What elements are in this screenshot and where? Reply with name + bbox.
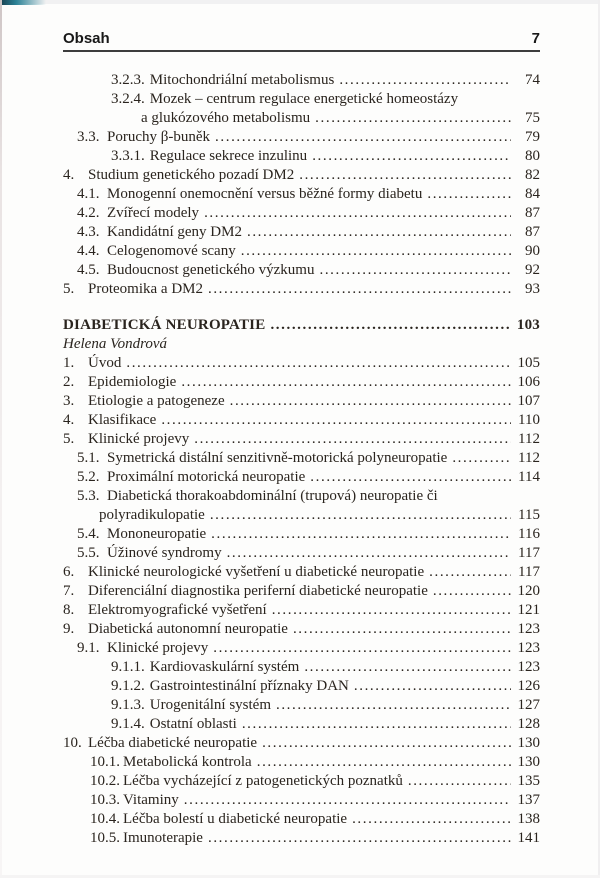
toc-dot-leader (241, 242, 511, 261)
toc-entry (63, 791, 540, 810)
toc-dot-leader (262, 734, 511, 753)
toc-entry-page: 107 (517, 393, 540, 409)
running-title: Obsah (63, 30, 110, 47)
toc-entry-title: Gastrointestinální příznaky DAN (149, 678, 349, 694)
toc-entry-title: Zvířecí modely (107, 205, 200, 221)
toc-entry (63, 658, 540, 677)
page-number: 7 (531, 30, 540, 47)
toc-entry-title: Léčba bolestí u diabetické neuropatie (123, 811, 348, 827)
toc-entry-title: Monogenní onemocnění versus běžné formy diabetu (107, 186, 423, 202)
toc-entry-page: 137 (517, 792, 540, 808)
toc-entry-number: 3.3. (77, 129, 100, 145)
toc-entry-page: 117 (518, 545, 540, 561)
toc-entry-page: 90 (525, 243, 540, 259)
toc-dot-leader (210, 506, 511, 525)
toc-dot-leader (247, 223, 511, 242)
toc-entry-page: 115 (518, 507, 540, 523)
toc-entry (63, 204, 540, 223)
toc-dot-leader (427, 185, 511, 204)
toc-dot-leader (227, 544, 511, 563)
toc-entry-title: Úvod (88, 355, 122, 371)
scan-edge-top (0, 0, 600, 4)
toc-entry-number: 1. (63, 355, 75, 371)
toc-entry-number: 3.2.4. (111, 91, 145, 107)
toc-entry-page: 87 (525, 224, 540, 240)
toc-entry (63, 829, 540, 848)
page-header (63, 30, 540, 52)
toc-entry-number: 9. (63, 621, 75, 637)
toc-entry-number: 5.5. (77, 545, 100, 561)
toc-entry (63, 715, 540, 734)
toc-entry (63, 487, 540, 506)
toc-entry-title: Metabolická kontrola (123, 754, 252, 770)
toc-entry-title: Mononeuropatie (107, 526, 207, 542)
toc-entry-number: 4. (63, 412, 75, 428)
toc-entry-title: Helena Vondrová (63, 336, 168, 352)
toc-dot-leader (181, 373, 511, 392)
toc-entry-title: Epidemiologie (88, 374, 177, 390)
toc-entry (63, 544, 540, 563)
toc-entry-number: 9.1.1. (111, 659, 145, 675)
toc-entry-title: Diabetická thorakoabdominální (trupová) neuropatie či (107, 488, 438, 504)
toc-entry (63, 71, 540, 90)
toc-dot-leader (408, 772, 511, 791)
toc-entry-title: Klinické projevy (88, 431, 190, 447)
toc-entry-title: Celogenomové scany (107, 243, 236, 259)
toc-entry (63, 601, 540, 620)
toc-entry-title: Léčba vycházející z patogenetických poznatků (123, 773, 403, 789)
toc-entry-page: 93 (525, 281, 540, 297)
toc-entry-title: Úžinové syndromy (107, 545, 222, 561)
toc-entry-page: 74 (525, 72, 540, 88)
toc-dot-leader (354, 677, 511, 696)
toc-entry-page: 75 (525, 110, 540, 126)
toc-entry-number: 4.4. (77, 243, 100, 259)
toc-dot-leader (304, 658, 511, 677)
toc-entry (63, 354, 540, 373)
toc-entry-page: 103 (516, 317, 540, 333)
toc-entry-number: 7. (63, 583, 75, 599)
toc-dot-leader (315, 109, 511, 128)
toc-entry (63, 242, 540, 261)
toc-entry-title: a glukózového metabolismu (141, 110, 311, 126)
toc-entry-title: Urogenitální systém (149, 697, 271, 713)
toc-entry (63, 280, 540, 299)
toc-entry-number: 4. (63, 167, 75, 183)
toc-entry-page: 128 (517, 716, 540, 732)
toc-dot-leader (257, 753, 511, 772)
toc-entry-page: 79 (525, 129, 540, 145)
toc-dot-leader (204, 204, 511, 223)
toc-entry-page: 127 (517, 697, 540, 713)
toc-dot-leader (293, 620, 511, 639)
toc-dot-leader (429, 563, 511, 582)
scan-edge-left (0, 0, 2, 878)
toc-entry-title: Mitochondriální metabolismus (149, 72, 335, 88)
toc-entry-page: 105 (517, 355, 540, 371)
toc-chapter-heading (63, 316, 540, 335)
toc-entry-page: 87 (525, 205, 540, 221)
toc-dot-leader (272, 601, 511, 620)
toc-entry (63, 563, 540, 582)
toc-dot-leader (194, 430, 511, 449)
toc-dot-leader (299, 166, 511, 185)
toc-entry-title: Klinické neurologické vyšetření u diabetické neuropatie (88, 564, 425, 580)
toc-dot-leader (208, 280, 511, 299)
toc-entry (63, 90, 540, 109)
toc-entry (63, 810, 540, 829)
scan-corner-mark (0, 0, 46, 5)
table-of-contents (63, 71, 540, 848)
toc-entry-title: Elektromyografické vyšetření (88, 602, 267, 618)
toc-entry (63, 677, 540, 696)
toc-entry-title: DIABETICKÁ NEUROPATIE (63, 317, 266, 333)
toc-entry (63, 639, 540, 658)
toc-entry-page: 141 (517, 830, 540, 846)
toc-entry-page: 110 (518, 412, 540, 428)
toc-entry (63, 411, 540, 430)
toc-entry-page: 135 (517, 773, 540, 789)
toc-entry-page: 123 (517, 621, 540, 637)
toc-entry-number: 5.2. (77, 469, 100, 485)
toc-dot-leader (270, 316, 511, 335)
toc-entry-title: Ostatní oblasti (149, 716, 237, 732)
toc-entry-title: Poruchy β-buněk (107, 129, 211, 145)
toc-entry-number: 6. (63, 564, 75, 580)
text-block (63, 30, 540, 848)
toc-entry-title: Klinické projevy (107, 640, 209, 656)
toc-entry-title: Studium genetického pozadí DM2 (88, 167, 295, 183)
toc-entry-page: 130 (517, 754, 540, 770)
toc-entry-number: 9.1.4. (111, 716, 145, 732)
toc-entry-number: 2. (63, 374, 75, 390)
toc-entry-title: Diabetická autonomní neuropatie (88, 621, 288, 637)
toc-entry-number: 10.4. (90, 811, 120, 827)
toc-entry-number: 5. (63, 431, 75, 447)
toc-entry (63, 128, 540, 147)
toc-entry-page: 80 (525, 148, 540, 164)
toc-entry (63, 468, 540, 487)
toc-dot-leader (433, 582, 511, 601)
toc-entry-number: 4.3. (77, 224, 100, 240)
toc-entry-number: 5.4. (77, 526, 100, 542)
toc-entry-number: 4.5. (77, 262, 100, 278)
toc-entry-page: 120 (517, 583, 540, 599)
toc-entry-number: 10.1. (90, 754, 120, 770)
toc-entry (63, 753, 540, 772)
toc-entry-number: 4.2. (77, 205, 100, 221)
toc-entry-number: 10.2. (90, 773, 120, 789)
toc-entry-title: Kardiovaskulární systém (149, 659, 300, 675)
toc-dot-leader (161, 411, 511, 430)
toc-entry-title: Vitaminy (123, 792, 179, 808)
toc-entry-page: 117 (518, 564, 540, 580)
toc-entry-page: 116 (518, 526, 540, 542)
toc-entry-page: 126 (517, 678, 540, 694)
toc-entry-page: 123 (517, 659, 540, 675)
toc-entry-page: 112 (518, 431, 540, 447)
toc-dot-leader (352, 810, 511, 829)
toc-entry-number: 9.1.2. (111, 678, 145, 694)
toc-entry-number: 5. (63, 281, 75, 297)
toc-entry (63, 223, 540, 242)
toc-entry-number: 8. (63, 602, 75, 618)
toc-entry (63, 430, 540, 449)
toc-entry-title: Regulace sekrece inzulinu (149, 148, 308, 164)
toc-dot-leader (208, 829, 511, 848)
toc-entry-number: 5.1. (77, 450, 100, 466)
toc-entry-number: 9.1.3. (111, 697, 145, 713)
toc-entry-title: Budoucnost genetického výzkumu (107, 262, 315, 278)
toc-entry-title: Klasifikace (88, 412, 157, 428)
toc-entry-title: Léčba diabetické neuropatie (88, 735, 258, 751)
toc-entry-title: Kandidátní geny DM2 (107, 224, 242, 240)
toc-entry-number: 3.2.3. (111, 72, 145, 88)
toc-entry (63, 392, 540, 411)
toc-entry (63, 696, 540, 715)
toc-entry-title: Proximální motorická neuropatie (107, 469, 306, 485)
toc-dot-leader (184, 791, 511, 810)
toc-dot-leader (126, 354, 511, 373)
toc-dot-leader (230, 392, 511, 411)
toc-dot-leader (211, 525, 511, 544)
toc-entry (63, 734, 540, 753)
toc-entry-number: 4.1. (77, 186, 100, 202)
toc-entry-title: Imunoterapie (123, 830, 203, 846)
toc-entry-title: Proteomika a DM2 (88, 281, 203, 297)
toc-entry-number: 3.3.1. (111, 148, 145, 164)
toc-entry-page: 114 (518, 469, 540, 485)
toc-entry (63, 525, 540, 544)
toc-entry-page: 84 (525, 186, 540, 202)
toc-entry-number: 5.3. (77, 488, 100, 504)
toc-dot-leader (242, 715, 511, 734)
toc-entry-page: 123 (517, 640, 540, 656)
toc-entry-page: 138 (517, 811, 540, 827)
toc-entry-page: 112 (518, 450, 540, 466)
toc-author (63, 335, 540, 354)
toc-entry-page: 130 (517, 735, 540, 751)
toc-entry-title: Mozek – centrum regulace energetické homeostázy (149, 91, 459, 107)
toc-entry-page: 82 (525, 167, 540, 183)
toc-dot-leader (276, 696, 511, 715)
toc-entry-title: polyradikulopatie (99, 507, 205, 523)
toc-entry (63, 582, 540, 601)
toc-entry (63, 506, 540, 525)
toc-entry-number: 9.1. (77, 640, 100, 656)
toc-entry-title: Diferenciální diagnostika periferní diabetické neuropatie (88, 583, 428, 599)
toc-entry (63, 449, 540, 468)
toc-dot-leader (452, 449, 511, 468)
toc-entry-page: 121 (517, 602, 540, 618)
toc-entry (63, 261, 540, 280)
toc-entry-page: 106 (517, 374, 540, 390)
toc-dot-leader (310, 468, 511, 487)
toc-dot-leader (213, 639, 511, 658)
toc-entry (63, 620, 540, 639)
toc-entry (63, 166, 540, 185)
toc-dot-leader (312, 147, 511, 166)
toc-entry (63, 109, 540, 128)
toc-entry-number: 10.5. (90, 830, 120, 846)
toc-entry-title: Symetrická distální senzitivně-motorická polyneuropatie (107, 450, 448, 466)
toc-entry-number: 10. (63, 735, 82, 751)
toc-entry-number: 3. (63, 393, 75, 409)
toc-entry (63, 772, 540, 791)
toc-entry-title: Etiologie a patogeneze (88, 393, 225, 409)
toc-entry (63, 373, 540, 392)
toc-dot-leader (339, 71, 511, 90)
toc-entry (63, 185, 540, 204)
toc-entry (63, 147, 540, 166)
toc-dot-leader (215, 128, 511, 147)
toc-entry-number: 10.3. (90, 792, 120, 808)
toc-entry-page: 92 (525, 262, 540, 278)
toc-dot-leader (319, 261, 511, 280)
